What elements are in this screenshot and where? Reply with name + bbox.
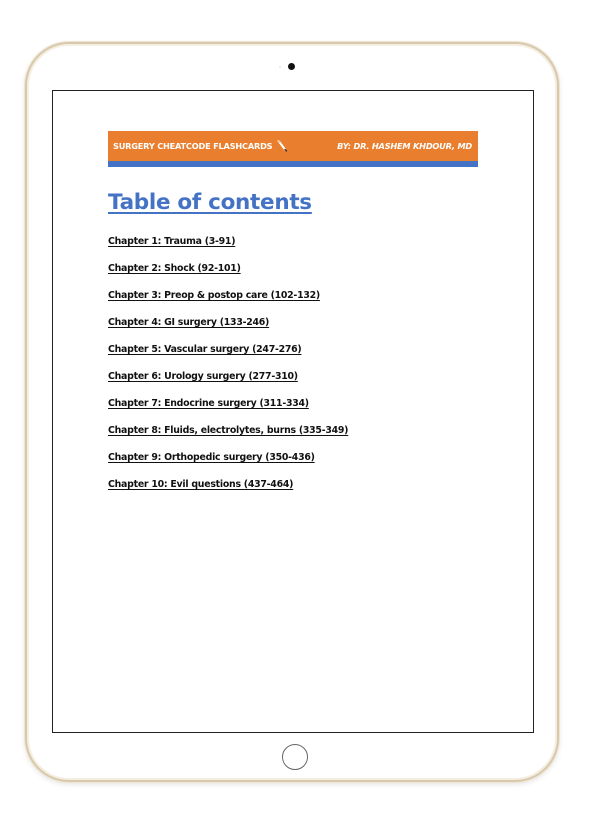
- toc-link-chapter-6[interactable]: Chapter 6: Urology surgery (277-310): [108, 371, 298, 382]
- document-header: [108, 131, 478, 167]
- light-sensor: [279, 66, 281, 68]
- toc-list: [108, 234, 348, 504]
- header-title: [113, 140, 288, 152]
- page-title: Table of contents: [108, 190, 312, 215]
- toc-link-chapter-5[interactable]: Chapter 5: Vascular surgery (247-276): [108, 344, 302, 355]
- toc-link-chapter-4[interactable]: Chapter 4: GI surgery (133-246): [108, 317, 270, 328]
- toc-link-chapter-8[interactable]: Chapter 8: Fluids, electrolytes, burns (335-349): [108, 425, 349, 436]
- camera-icon: [288, 63, 295, 70]
- header-title-text: SURGERY CHEATCODE FLASHCARDS: [113, 141, 273, 151]
- toc-link-chapter-2[interactable]: Chapter 2: Shock (92-101): [108, 263, 241, 274]
- toc-link-chapter-3[interactable]: Chapter 3: Preop & postop care (102-132): [108, 290, 320, 301]
- header-divider: [108, 161, 478, 167]
- pencil-icon: [276, 140, 288, 152]
- toc-link-chapter-7[interactable]: Chapter 7: Endocrine surgery (311-334): [108, 398, 309, 409]
- toc-link-chapter-10[interactable]: Chapter 10: Evil questions (437-464): [108, 479, 294, 490]
- toc-link-chapter-1[interactable]: Chapter 1: Trauma (3-91): [108, 236, 236, 247]
- toc-link-chapter-9[interactable]: Chapter 9: Orthopedic surgery (350-436): [108, 452, 315, 463]
- header-bar: [108, 131, 478, 161]
- header-author: BY: DR. HASHEM KHDOUR, MD: [337, 141, 472, 151]
- home-button[interactable]: [282, 744, 308, 770]
